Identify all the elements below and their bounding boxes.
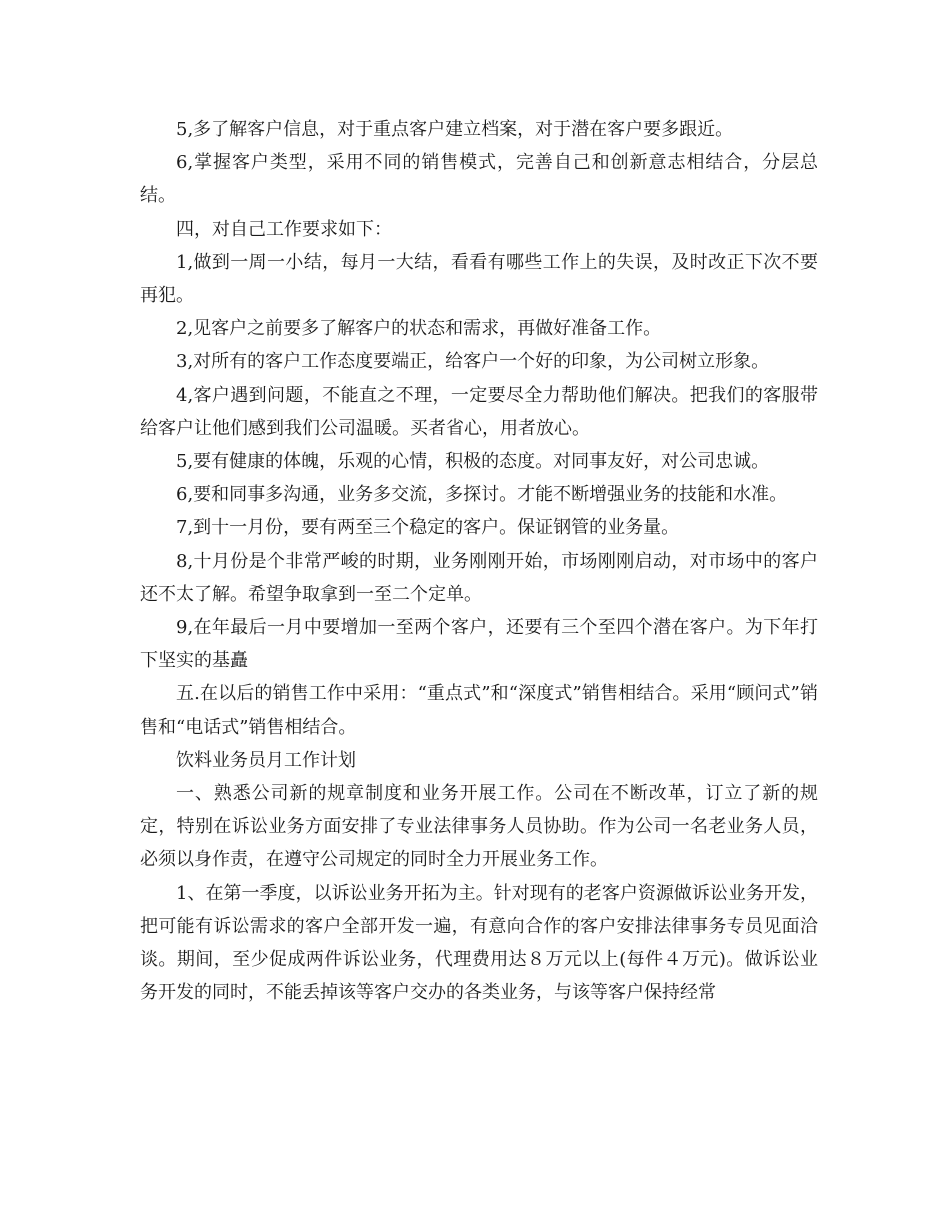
paragraph-11: 9,在年最后一月中要增加一至两个客户，还要有三个至四个潜在客户。为下年打下坚实的基矗 [140,617,818,672]
paragraph-8: 6,要和同事多沟通，业务多交流，多探讨。才能不断增强业务的技能和水准。 [176,484,788,506]
paragraph-6: 4,客户遇到问题，不能直之不理，一定要尽全力帮助他们解决。把我们的客服带给客户让他们感到我们公司温暖。买者省心，用者放心。 [140,384,818,439]
paragraph-7: 5,要有健康的体魄，乐观的心情，积极的态度。对同事友好，对公司忠诚。 [176,451,770,473]
paragraph-5: 3,对所有的客户工作态度要端正，给客户一个好的印象，为公司树立形象。 [176,351,770,373]
paragraph-1: 5,多了解客户信息，对于重点客户建立档案，对于潜在客户要多跟近。 [176,119,734,140]
document-subtitle: 饮料业务员月工作计划 [176,749,356,771]
section-heading-4: 四，对自己工作要求如下： [176,218,392,240]
paragraph-12: 一、熟悉公司新的规章制度和业务开展工作。公司在不断改革，订立了新的规定，特别在诉讼业务方面安排了专业法律事务人员协助。作为公司一名老业务人员，必须以身作责，在遵守公司规定的同时全力开展业务工作。 [140,783,818,871]
paragraph-3: 1,做到一周一小结，每月一大结，看看有哪些工作上的失误，及时改正下次不要再犯。 [140,251,818,307]
paragraph-13: 1、在第一季度，以诉讼业务开拓为主。针对现有的老客户资源做诉讼业务开发，把可能有诉讼需求的客户全部开发一遍，有意向合作的客户安排法律事务专员见面洽谈。期间，至少促成两件诉讼业务，代理费用达８万元以上(每件４万元)。做诉讼业务开发的同时，不能丢掉该等客户交办的各类业务，与该等客户保持经常 [140,882,818,1004]
document-body [140,113,818,1009]
paragraph-9: 7,到十一月份，要有两至三个稳定的客户。保证钢管的业务量。 [176,517,680,539]
paragraph-4: 2,见客户之前要多了解客户的状态和需求，再做好准备工作。 [176,318,662,340]
paragraph-2: 6,掌握客户类型，采用不同的销售模式，完善自己和创新意志相结合，分层总结。 [140,152,818,207]
section-heading-5: 五.在以后的销售工作中采用：“重点式”和“深度式”销售相结合。采用“顾问式”销售和“电话式”销售相结合。 [140,683,818,738]
paragraph-10: 8,十月份是个非常严峻的时期，业务刚刚开始，市场刚刚启动，对市场中的客户还不太了解。希望争取拿到一至二个定单。 [140,550,818,605]
